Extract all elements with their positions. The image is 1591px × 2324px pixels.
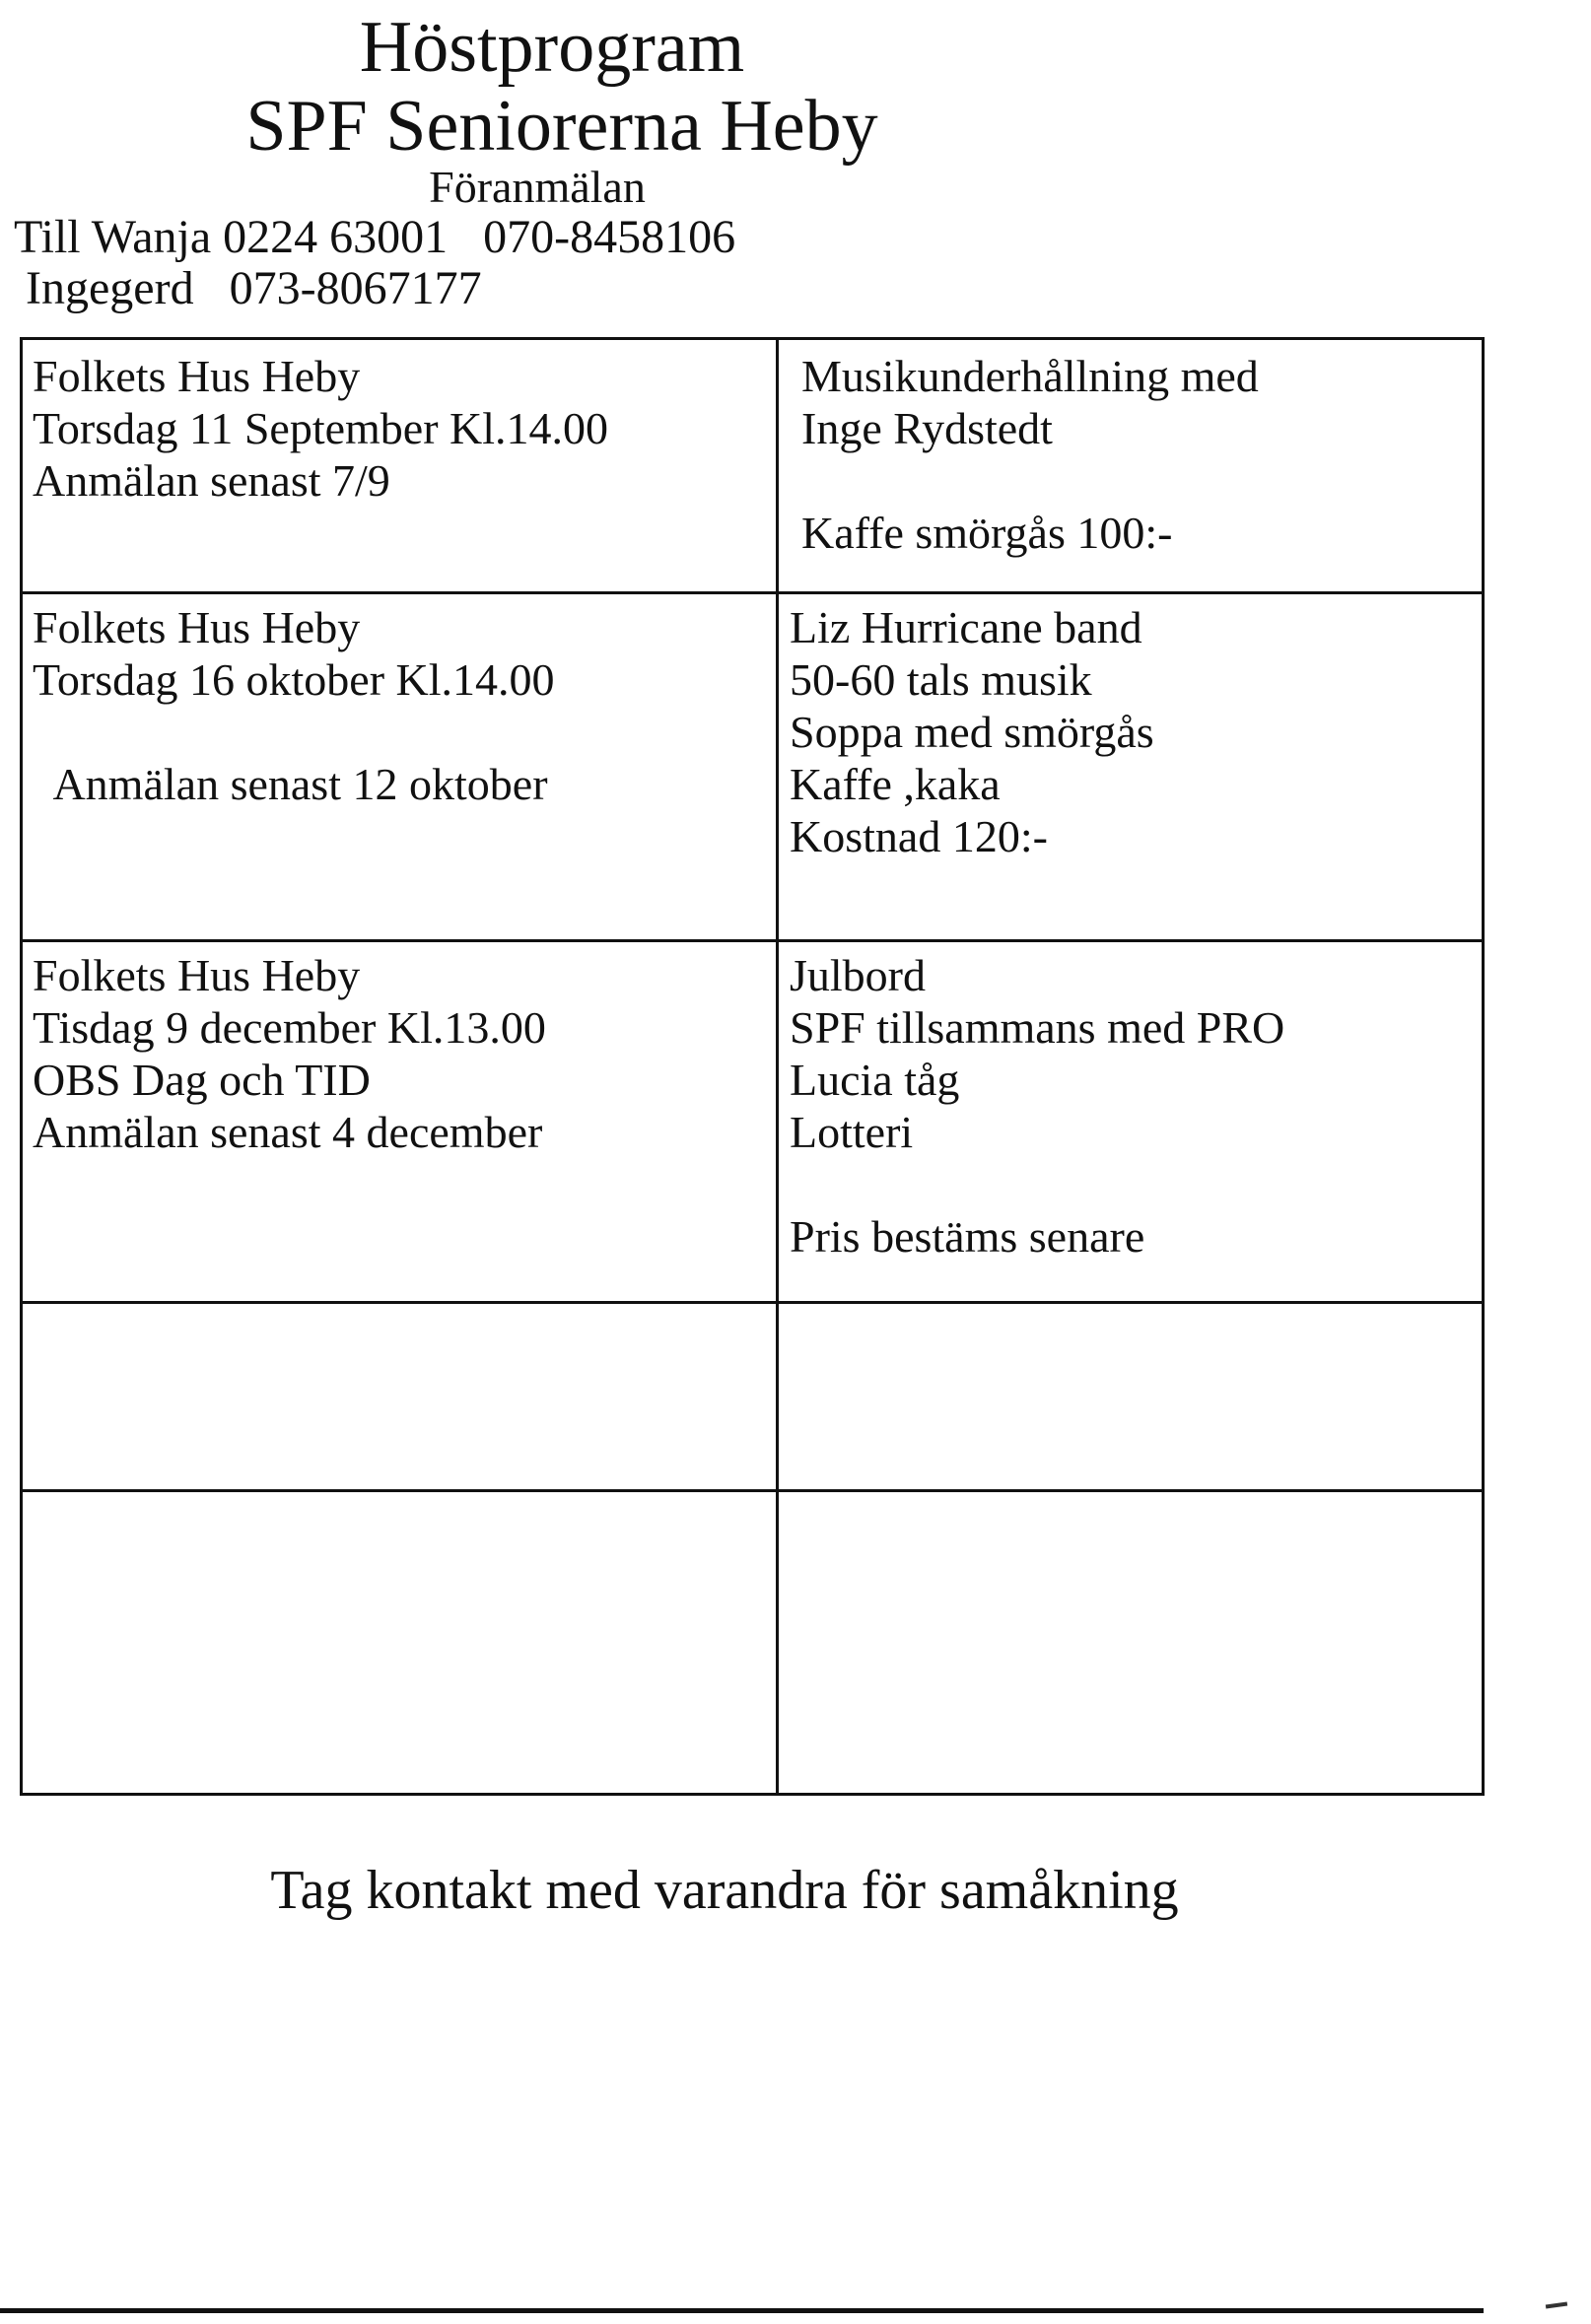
cell-line: Kaffe smörgås 100:- (801, 508, 1173, 558)
cell-line: Anmälan senast 7/9 (33, 455, 390, 506)
schedule-table (20, 337, 1485, 1796)
cell-line: Folkets Hus Heby (33, 602, 361, 652)
document-title: Höstprogram (359, 7, 745, 88)
row-divider (23, 939, 1482, 942)
schedule-cell-event-info (33, 949, 546, 1297)
preregistration-label: Föranmälan (429, 162, 646, 212)
organization-name: SPF Seniorerna Heby (245, 86, 878, 167)
cell-line (801, 454, 1259, 507)
column-divider (776, 340, 779, 1793)
cell-line: Torsdag 11 September Kl.14.00 (33, 403, 609, 453)
cell-line: Anmälan senast 12 oktober (33, 759, 548, 809)
carpool-note: Tag kontakt med varandra för samåkning (270, 1860, 1179, 1921)
cell-line: Lotteri (790, 1107, 914, 1157)
schedule-cell-details (790, 949, 1284, 1297)
cell-line: Kostnad 120:- (790, 811, 1048, 861)
cell-line: SPF tillsammans med PRO (790, 1002, 1285, 1053)
cell-line: Folkets Hus Heby (33, 950, 361, 1000)
row-divider (23, 1301, 1482, 1304)
cell-line (33, 706, 555, 758)
cell-line: Liz Hurricane band (790, 602, 1142, 652)
cell-line: Lucia tåg (790, 1055, 960, 1105)
schedule-cell-event-info (33, 350, 608, 587)
cell-line (790, 1158, 1284, 1210)
contact-line-ingegerd: Ingegerd 073-8067177 (26, 262, 482, 314)
schedule-cell-details (790, 601, 1154, 935)
row-divider (23, 591, 1482, 594)
schedule-cell-event-info (33, 601, 555, 935)
cell-line: Musikunderhållning med (801, 351, 1259, 401)
cell-line: 50-60 tals musik (790, 654, 1092, 705)
cell-line: Torsdag 16 oktober Kl.14.00 (33, 654, 555, 705)
cell-line: Julbord (790, 950, 926, 1000)
schedule-cell-details (801, 350, 1259, 587)
cell-line: Soppa med smörgås (790, 707, 1154, 757)
cell-line: Folkets Hus Heby (33, 351, 361, 401)
cell-line: Pris bestäms senare (790, 1211, 1145, 1262)
cell-line: OBS Dag och TID (33, 1055, 371, 1105)
row-divider (23, 1489, 1482, 1492)
cell-line: Kaffe ,kaka (790, 759, 1001, 809)
scan-mark (1546, 2301, 1567, 2308)
page-bottom-rule (0, 2308, 1484, 2313)
cell-line: Anmälan senast 4 december (33, 1107, 543, 1157)
cell-line: Tisdag 9 december Kl.13.00 (33, 1002, 546, 1053)
cell-line: Inge Rydstedt (801, 403, 1053, 453)
contact-line-wanja: Till Wanja 0224 63001 070-8458106 (14, 211, 736, 263)
